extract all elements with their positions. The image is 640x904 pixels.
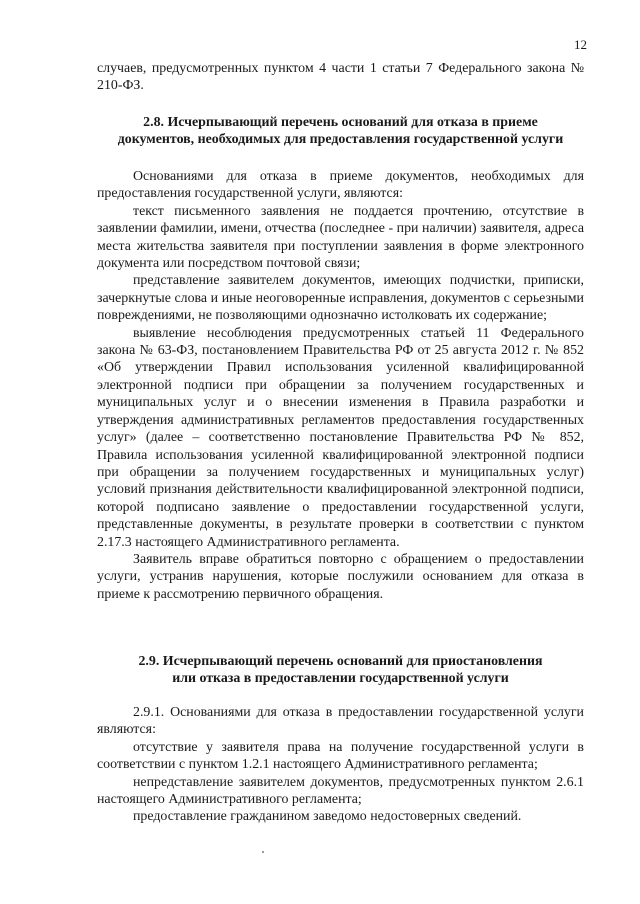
heading-line: или отказа в предоставлении государственной услуги [172, 671, 509, 687]
paragraph: представление заявителем документов, имеющих подчистки, приписки, зачеркнутые слова и иные неоговоренные исправления, документов с серьезными повреждениями, не позволяющими однозначно истолковать их содержание; [97, 273, 584, 324]
paragraph: выявление несоблюдения предусмотренных статьей 11 Федерального закона № 63-ФЗ, постановлением Правительства РФ от 25 августа 2012 г. № 852 «Об утверждении Правил использования усиленной квалифицированной электронной подписи при обращении за получением государственных и муниципальных услуг и о внесении изменения в Правила разработки и утверждения административных регламентов предоставления государственных услуг» (далее – соответственно постановление Правительства РФ № 852, Правила использования усиленной квалифицированной электронной подписи при обращении за получением государственных и муниципальных услуг) условий признания действительности квалифицированной электронной подписи, которой подписано заявление о предоставлении государственной услуги, представленные документы, в результате проверки в соответствии с пунктом 2.17.3 настоящего Административного регламента. [97, 325, 584, 550]
paragraph: Заявитель вправе обратиться повторно с обращением о предоставлении услуги, устранив нарушения, которые послужили основанием для отказа в приеме к рассмотрению первичного обращения. [97, 551, 584, 602]
page-number: 12 [574, 37, 587, 52]
scan-speck [262, 851, 264, 853]
paragraph: непредставление заявителем документов, предусмотренных пунктом 2.6.1 настоящего Административного регламента; [97, 774, 584, 808]
paragraph: Основаниями для отказа в приеме документов, необходимых для предоставления государственной услуги, являются: [97, 169, 584, 202]
intro-block [97, 60, 584, 95]
paragraph: предоставление гражданином заведомо недостоверных сведений. [133, 809, 522, 825]
section-2-8-heading [97, 114, 584, 149]
section-2-9-heading [97, 653, 584, 688]
heading-line: 2.9. Исчерпывающий перечень оснований для приостановления [138, 654, 543, 669]
paragraph: отсутствие у заявителя права на получение государственной услуги в соответствии с пунктом 1.2.1 настоящего Административного регламента; [97, 739, 584, 773]
section-2-8-body [97, 168, 584, 603]
section-2-9-body [97, 704, 584, 826]
paragraph: 2.9.1. Основаниями для отказа в предоставлении государственной услуги являются: [97, 705, 584, 738]
intro-paragraph: случаев, предусмотренных пунктом 4 части 1 статьи 7 Федерального закона № 210-ФЗ. [97, 61, 584, 94]
heading-line: 2.8. Исчерпывающий перечень оснований для отказа в приеме [143, 115, 538, 130]
paragraph: текст письменного заявления не поддается прочтению, отсутствие в заявлении фамилии, имени, отчества (последнее - при наличии) заявителя, адреса места жительства заявителя при поступлении заявления в форме электронного документа или посредством почтовой связи; [97, 203, 584, 272]
heading-line: документов, необходимых для предоставления государственной услуги [117, 132, 564, 148]
